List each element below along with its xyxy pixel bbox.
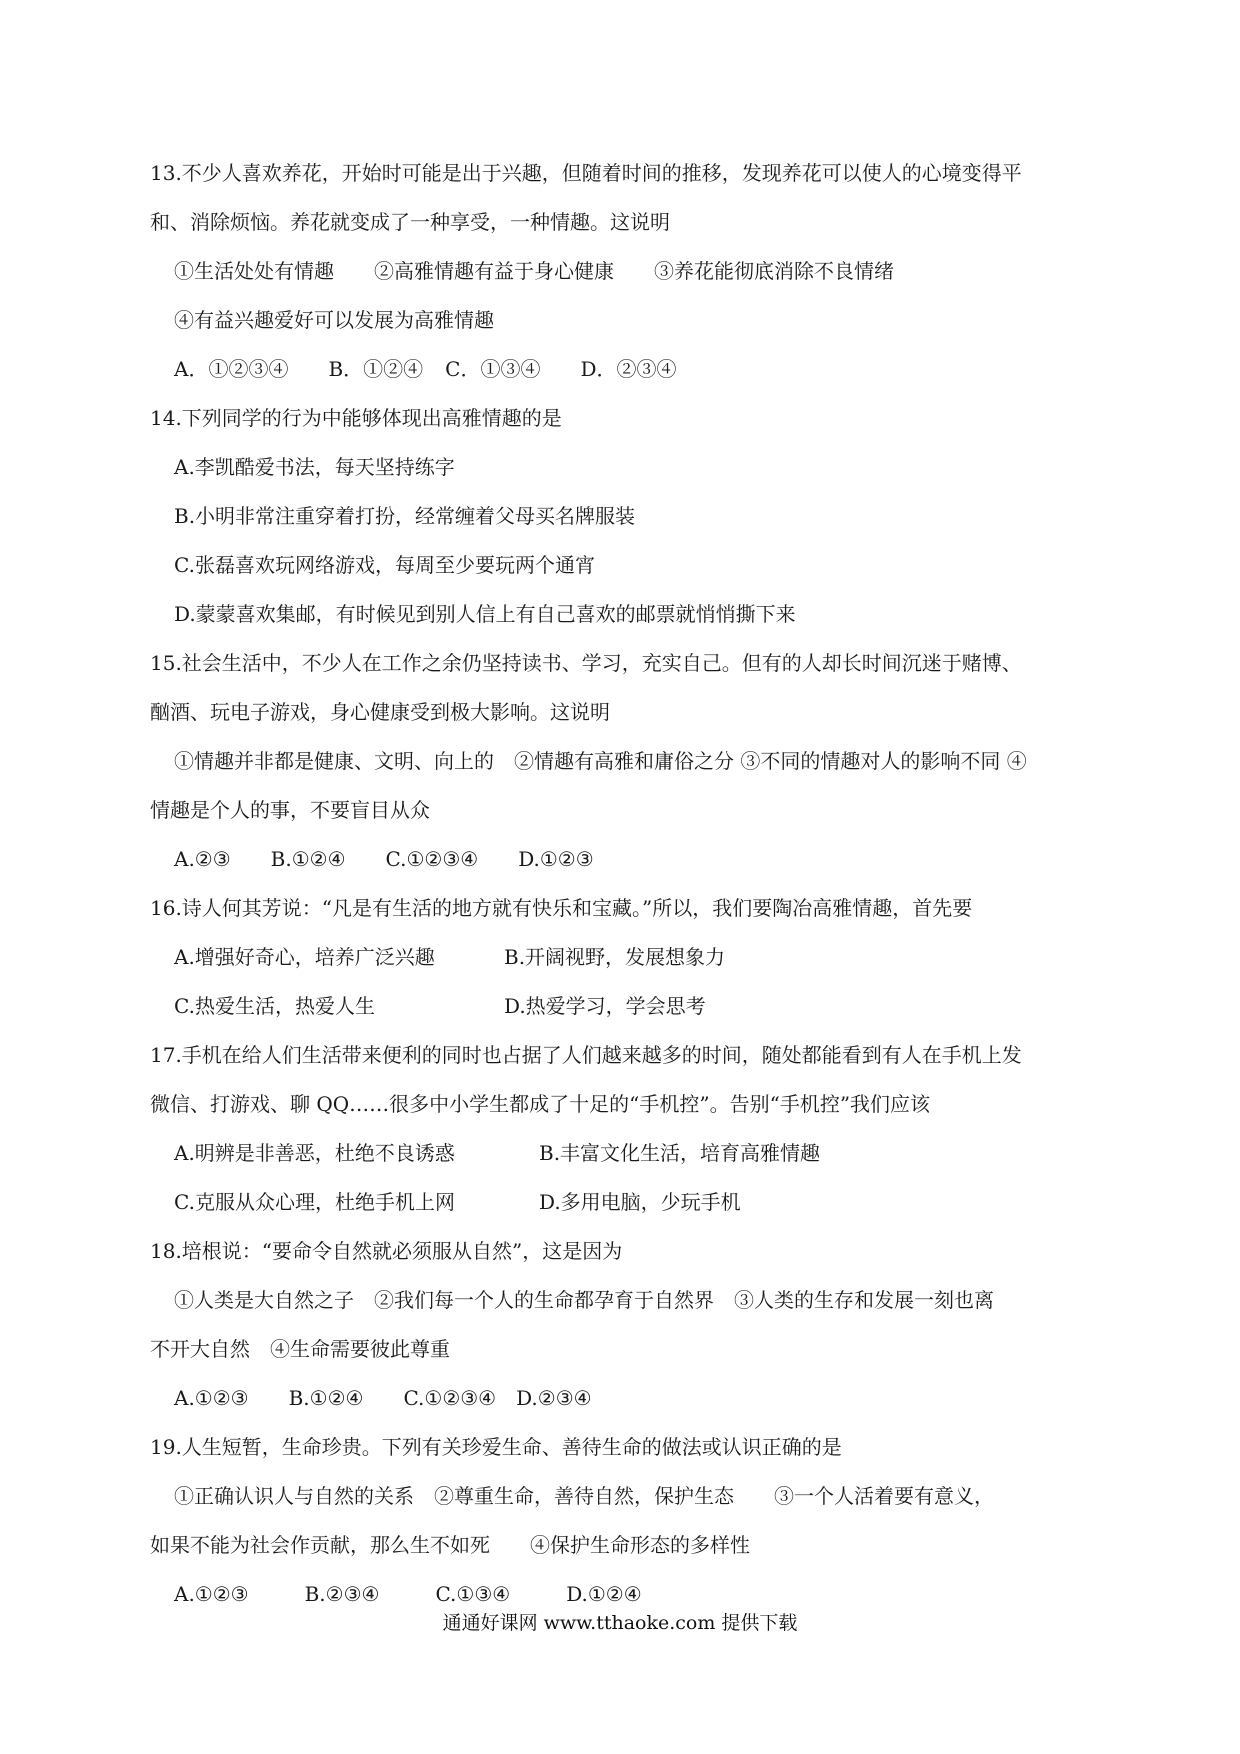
q15-option-d: D.①②③ <box>518 847 594 871</box>
q13-stem-line-1: 13.不少人喜欢养花，开始时可能是出于兴趣，但随着时间的推移，发现养花可以使人的心境变得平 <box>150 161 1022 185</box>
q19-option-d: D.①②④ <box>566 1582 642 1606</box>
q14-option-b: B.小明非常注重穿着打扮，经常缠着父母买名牌服装 <box>174 504 636 528</box>
q17-options-row-1 <box>150 1129 1100 1178</box>
q15-stem-line-1: 15.社会生活中，不少人在工作之余仍坚持读书、学习，充实自己。但有的人却长时间沉迷于赌博、 <box>150 651 1022 675</box>
q17-option-b: B.丰富文化生活，培育高雅情趣 <box>539 1141 821 1165</box>
q18-options <box>150 1374 1100 1423</box>
q17-option-d: D.多用电脑，少玩手机 <box>539 1190 741 1214</box>
q14-option-c: C.张磊喜欢玩网络游戏，每周至少要玩两个通宵 <box>174 553 595 577</box>
q16-option-b: B.开阔视野，发展想象力 <box>504 945 726 969</box>
q15-option-c: C.①②③④ <box>385 847 479 871</box>
q18-stem: 18.培根说：“要命令自然就必须服从自然”，这是因为 <box>150 1239 623 1263</box>
q19-statements-line-1: ①正确认识人与自然的关系 ②尊重生命，善待自然，保护生态 ③一个人活着要有意义， <box>174 1484 994 1508</box>
q15-options <box>150 835 1100 884</box>
q19-stem: 19.人生短暂，生命珍贵。下列有关珍爱生命、善待生命的做法或认识正确的是 <box>150 1435 842 1459</box>
q19-option-a: A.①②③ <box>174 1582 249 1606</box>
q16-option-c: C.热爱生活，热爱人生 <box>174 994 375 1018</box>
q13-option-c: C．①③④ <box>445 357 541 381</box>
q13-stem-line-2: 和、消除烦恼。养花就变成了一种享受，一种情趣。这说明 <box>150 210 670 234</box>
q14-stem: 14.下列同学的行为中能够体现出高雅情趣的是 <box>150 406 562 430</box>
q13-statements-row <box>150 247 1100 296</box>
q18-option-d: D.②③④ <box>516 1386 592 1410</box>
q18-statements-line-1: ①人类是大自然之子 ②我们每一个人的生命都孕育于自然界 ③人类的生存和发展一刻也离 <box>174 1288 994 1312</box>
q18-option-a: A.①②③ <box>174 1386 249 1410</box>
q16-stem: 16.诗人何其芳说：“凡是有生活的地方就有快乐和宝藏。”所以，我们要陶冶高雅情趣，首先要 <box>150 896 973 920</box>
q13-options <box>150 345 1100 394</box>
q17-stem-line-1: 17.手机在给人们生活带来便利的同时也占据了人们越来越多的时间，随处都能看到有人在手机上发 <box>150 1043 1022 1067</box>
q18-statements-line-2: 不开大自然 ④生命需要彼此尊重 <box>150 1337 450 1361</box>
q17-option-c: C.克服从众心理，杜绝手机上网 <box>174 1190 455 1214</box>
q16-options-row-2 <box>150 982 1100 1031</box>
q19-option-b: B.②③④ <box>304 1582 380 1606</box>
q13-option-b: B．①②④ <box>328 357 424 381</box>
q18-option-b: B.①②④ <box>288 1386 364 1410</box>
q15-option-a: A.②③ <box>174 847 231 871</box>
q13-statement-3: ③养花能彻底消除不良情绪 <box>654 259 894 283</box>
page-footer: 通通好课网 www.tthaoke.com 提供下载 <box>442 1612 798 1634</box>
q15-option-b: B.①②④ <box>270 847 346 871</box>
q13-statement-1: ①生活处处有情趣 <box>174 259 334 283</box>
q14-option-d: D.蒙蒙喜欢集邮，有时候见到别人信上有自己喜欢的邮票就悄悄撕下来 <box>174 602 796 626</box>
q19-option-c: C.①③④ <box>435 1582 511 1606</box>
q17-option-a: A.明辨是非善恶，杜绝不良诱惑 <box>174 1141 455 1165</box>
q14-option-a: A.李凯酷爱书法，每天坚持练字 <box>174 455 455 479</box>
q16-option-d: D.热爱学习，学会思考 <box>504 994 706 1018</box>
q13-statement-4: ④有益兴趣爱好可以发展为高雅情趣 <box>174 308 494 332</box>
q16-options-row-1 <box>150 933 1100 982</box>
q13-option-d: D．②③④ <box>580 357 677 381</box>
q15-statements-line-1: ①情趣并非都是健康、文明、向上的 ②情趣有高雅和庸俗之分 ③不同的情趣对人的影响不同 ④ <box>174 749 1027 773</box>
q18-option-c: C.①②③④ <box>403 1386 497 1410</box>
q15-stem-line-2: 酗酒、玩电子游戏，身心健康受到极大影响。这说明 <box>150 700 610 724</box>
q15-statements-line-2: 情趣是个人的事，不要盲目从众 <box>150 798 430 822</box>
q17-options-row-2 <box>150 1178 1100 1227</box>
q13-statement-2: ②高雅情趣有益于身心健康 <box>374 259 614 283</box>
q17-stem-line-2: 微信、打游戏、聊 QQ……很多中小学生都成了十足的“手机控”。告别“手机控”我们应该 <box>150 1092 931 1116</box>
q19-statements-line-2: 如果不能为社会作贡献，那么生不如死 ④保护生命形态的多样性 <box>150 1533 750 1557</box>
question-list <box>150 149 1100 1619</box>
q16-option-a: A.增强好奇心，培养广泛兴趣 <box>174 945 435 969</box>
q13-option-a: A．①②③④ <box>174 357 289 381</box>
